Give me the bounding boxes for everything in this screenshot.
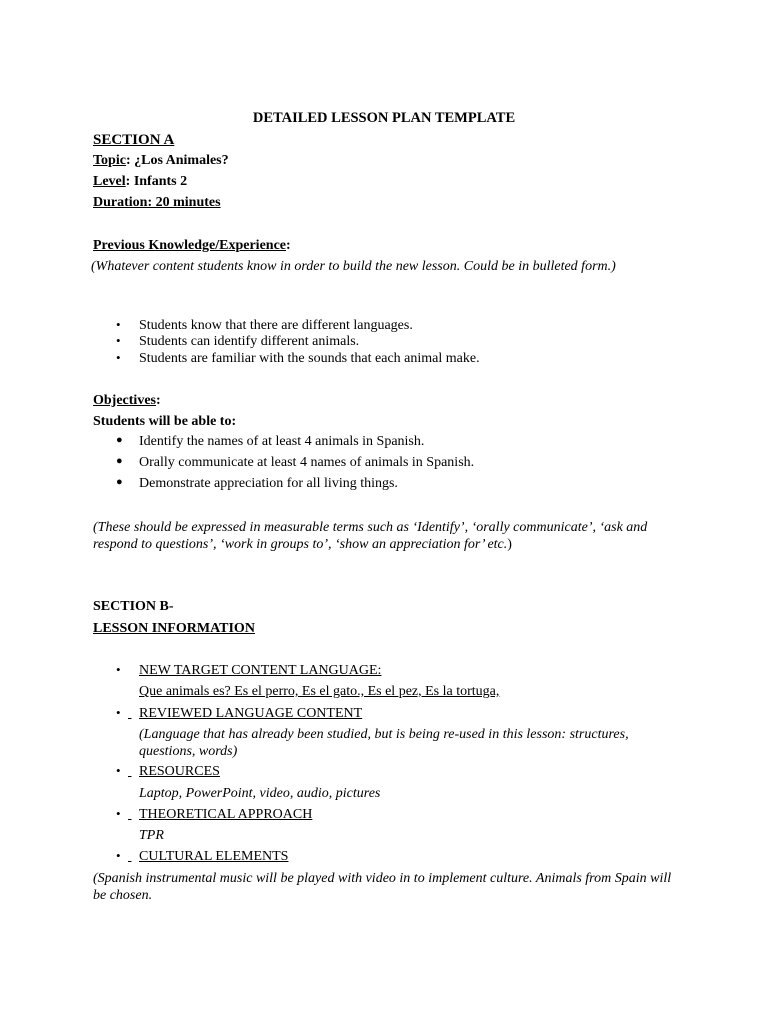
level-line (93, 173, 187, 191)
bullet-icon: ● (116, 434, 123, 446)
bullet-icon: • (116, 848, 121, 863)
bullet-icon: • (116, 662, 121, 677)
bullet-icon: • (116, 705, 121, 720)
bullet-icon: • (116, 317, 121, 332)
duration-line: Duration: 20 minutes (93, 195, 221, 210)
underline-spacer (128, 705, 139, 723)
section-b-heading: SECTION B- (93, 599, 174, 614)
objectives-note-text: (These should be expressed in measurable terms such as ‘Identify’, ‘orally communicate’, ‘ask and respond to questions’, ‘work in groups to’, ‘show an appreciation for’ etc. (93, 520, 648, 552)
objectives-note-close: ) (507, 537, 512, 552)
lesson-item-detail: Laptop, PowerPoint, video, audio, pictures (139, 786, 381, 801)
level-label: Level (93, 174, 126, 189)
section-a-heading: SECTION A (93, 132, 175, 148)
bullet-icon: • (116, 763, 121, 778)
list-item: Students can identify different animals. (139, 334, 360, 349)
bullet-icon: • (116, 806, 121, 821)
bullet-icon: • (116, 333, 121, 348)
objectives-subheading: Students will be able to: (93, 414, 237, 429)
document-title: DETAILED LESSON PLAN TEMPLATE (252, 110, 516, 126)
section-b-subheading: LESSON INFORMATION (93, 621, 255, 636)
previous-knowledge-label: Previous Knowledge/Experience (93, 238, 286, 253)
objectives-heading (93, 392, 161, 410)
lesson-item-detail: TPR (139, 828, 164, 843)
list-item: Identify the names of at least 4 animals in Spanish. (139, 434, 425, 449)
list-item: Students know that there are different languages. (139, 318, 413, 333)
lesson-item-label: THEORETICAL APPROACH (139, 807, 313, 822)
bullet-icon: ● (116, 455, 123, 467)
lesson-item-label: CULTURAL ELEMENTS (139, 849, 289, 864)
objectives-label: Objectives (93, 393, 156, 408)
previous-knowledge-note: (Whatever content students know in order to build the new lesson. Could be in bulleted form.) (91, 259, 616, 274)
closing-note: (Spanish instrumental music will be played with video in to implement culture. Animals from Spain will be chosen. (93, 871, 672, 903)
list-item: Students are familiar with the sounds that each animal make. (139, 351, 480, 366)
lesson-item-detail: Que animals es? Es el perro, Es el gato., Es el pez, Es la tortuga, (139, 684, 500, 699)
lesson-item-label: REVIEWED LANGUAGE CONTENT (139, 706, 363, 721)
lesson-item-label: RESOURCES (139, 764, 220, 779)
underline-spacer (128, 848, 139, 866)
topic-label: Topic (93, 153, 126, 168)
level-value: : Infants 2 (125, 174, 188, 189)
bullet-icon: • (116, 350, 121, 365)
topic-line (93, 152, 229, 170)
underline-spacer (128, 806, 139, 824)
list-item: Orally communicate at least 4 names of animals in Spanish. (139, 455, 475, 470)
previous-knowledge-colon: : (286, 238, 291, 253)
bullet-icon: ● (116, 476, 123, 488)
previous-knowledge-heading (93, 237, 291, 255)
list-item: Demonstrate appreciation for all living things. (139, 476, 398, 491)
underline-spacer (128, 763, 139, 781)
objectives-note (93, 519, 673, 553)
lesson-item-detail: (Language that has already been studied, but is being re-used in this lesson: structures, questions, words) (139, 727, 629, 759)
objectives-colon: : (155, 393, 161, 408)
lesson-item-label: NEW TARGET CONTENT LANGUAGE: (139, 663, 382, 678)
topic-value: : ¿Los Animales? (125, 153, 229, 168)
